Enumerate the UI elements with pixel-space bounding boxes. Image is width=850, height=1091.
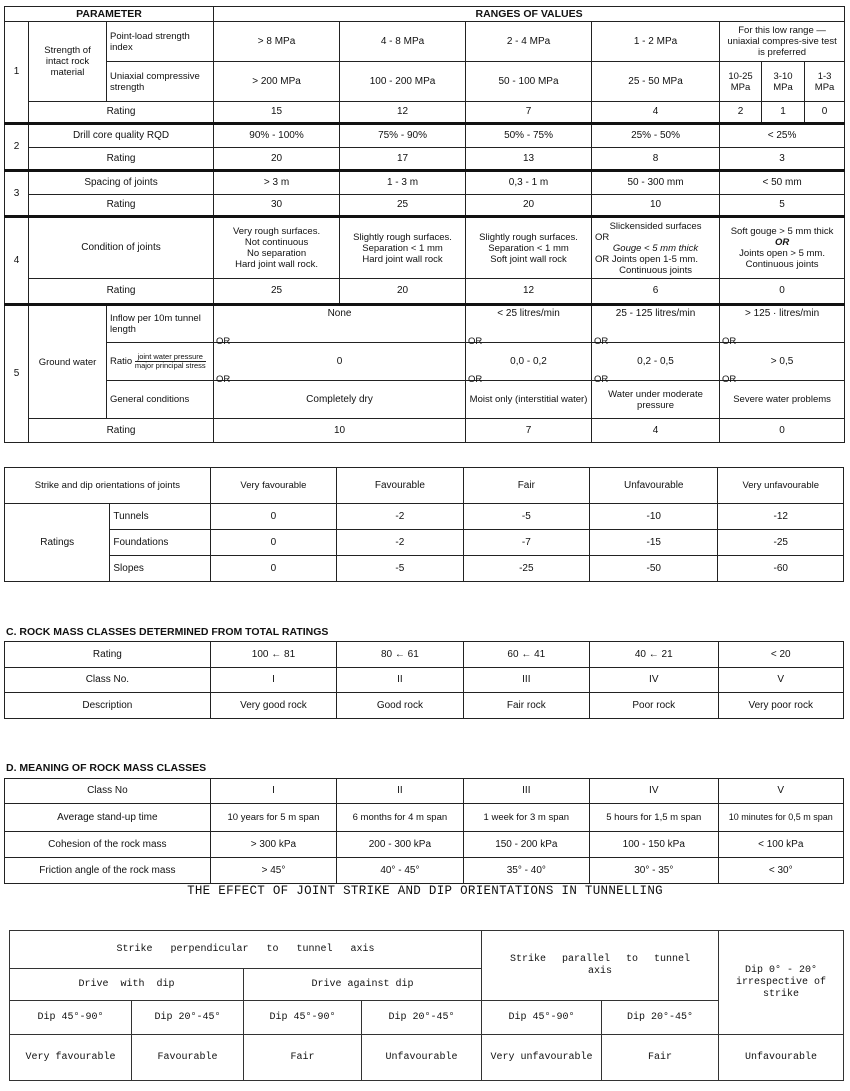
rating-cell: 7 (466, 419, 592, 443)
value-cell: 60 ← 41 (463, 642, 589, 668)
condition-line: Gouge < 5 mm thick (612, 242, 699, 254)
row-label: Rating (5, 642, 211, 668)
rating-cell: 0 (720, 419, 845, 443)
dip-irrespective-header: Dip 0° - 20° irrespective of strike (719, 931, 844, 1035)
rating-cell: 13 (466, 148, 592, 171)
param-number: 4 (5, 217, 29, 305)
value-cell: -50 (590, 556, 718, 582)
dip-cell: Dip 45°-90° (10, 1001, 132, 1035)
column-header: Favourable (337, 468, 463, 504)
value-cell: I (210, 668, 336, 693)
condition-cell (466, 217, 592, 279)
or-label: OR (722, 336, 737, 347)
value-cell: -15 (590, 530, 718, 556)
groundwater-value: < 25 litres/min (497, 308, 560, 319)
value-cell: -60 (718, 556, 844, 582)
strike-parallel-header: Strike parallel to tunnel axis (482, 931, 719, 1001)
condition-cell (214, 217, 340, 279)
value-cell: -2 (337, 504, 463, 530)
dip-cell: Dip 20°-45° (362, 1001, 482, 1035)
value-cell: 100 ← 81 (210, 642, 336, 668)
value-cell: < 25% (720, 124, 845, 148)
condition-cell (592, 217, 720, 279)
or-label: OR (216, 336, 231, 347)
condition-line: Slickensided surfaces (609, 220, 702, 232)
value-cell: V (718, 779, 844, 804)
rating-label: Rating (29, 148, 214, 171)
groundwater-value: Completely dry (306, 393, 373, 405)
groundwater-cell: None (214, 305, 466, 343)
or-label: OR (595, 253, 610, 265)
or-label: OR (774, 237, 790, 248)
rating-cell: 3 (720, 148, 845, 171)
rating-cell: Very unfavourable (482, 1035, 602, 1081)
rating-cell: 30 (214, 195, 340, 217)
param-label: Condition of joints (29, 217, 214, 279)
header-parameter: PARAMETER (5, 7, 214, 22)
groundwater-value: 0 (336, 355, 343, 367)
column-header: Fair (463, 468, 589, 504)
param-label: Strength of intact rock material (29, 22, 107, 102)
rating-cell: 4 (592, 419, 720, 443)
value-cell: 80 ← 61 (337, 642, 463, 668)
value-cell: II (337, 779, 463, 804)
or-label: OR (594, 336, 609, 347)
param-number: 3 (5, 171, 29, 217)
sub-label: Uniaxial compressive strength (107, 62, 214, 102)
ratio-label: Ratio (110, 356, 133, 368)
value-cell: Good rock (337, 693, 463, 719)
value-cell: 50 - 100 MPa (466, 62, 592, 102)
rating-cell: 10 (214, 419, 466, 443)
param-label: Spacing of joints (29, 171, 214, 195)
value-cell: < 100 kPa (718, 832, 844, 858)
section-c-title: C. ROCK MASS CLASSES DETERMINED FROM TOTAL RATINGS (6, 626, 329, 638)
param-number: 1 (5, 22, 29, 124)
or-label: OR (594, 374, 609, 385)
row-label: Foundations (110, 530, 210, 556)
ratio-fraction (135, 353, 206, 370)
value-cell: 10 years for 5 m span (210, 804, 336, 832)
value-cell: < 30° (718, 858, 844, 884)
ratio-numerator: joint water pressure (135, 353, 206, 362)
value-cell: -5 (337, 556, 463, 582)
condition-line: Hard joint wall rock. (235, 259, 318, 270)
rating-cell: 10 (592, 195, 720, 217)
param-number: 2 (5, 124, 29, 171)
rock-mass-classes-table (4, 641, 844, 719)
or-label: OR (216, 374, 231, 385)
value-cell: 75% - 90% (340, 124, 466, 148)
value-cell: 200 - 300 kPa (337, 832, 463, 858)
condition-line: Joints open > 5 mm. (739, 248, 825, 259)
param-number: 5 (5, 305, 29, 443)
dip-cell: Dip 20°-45° (602, 1001, 719, 1035)
rating-cell: 0 (805, 102, 845, 124)
rating-cell: 2 (720, 102, 762, 124)
orientation-header: Strike and dip orientations of joints (5, 468, 211, 504)
param-label: Drill core quality RQD (29, 124, 214, 148)
value-cell: 10 minutes for 0,5 m span (718, 804, 844, 832)
value-cell: 0,3 - 1 m (466, 171, 592, 195)
groundwater-cell (466, 305, 592, 343)
drive-with-dip-header: Drive with dip (10, 969, 244, 1001)
value-cell: IV (590, 668, 718, 693)
value-cell: III (463, 668, 589, 693)
value-cell: 6 months for 4 m span (337, 804, 463, 832)
value-cell: 1 - 3 m (340, 171, 466, 195)
groundwater-cell: 25 - 125 litres/min (592, 305, 720, 343)
value-cell: 0 (210, 530, 336, 556)
groundwater-value: Severe water problems (733, 394, 831, 405)
condition-line: Separation < 1 mm (488, 242, 569, 254)
value-cell: 1-3 MPa (805, 62, 845, 102)
dip-cell: Dip 45°-90° (244, 1001, 362, 1035)
value-cell: 1 week for 3 m span (463, 804, 589, 832)
value-cell: -12 (718, 504, 844, 530)
groundwater-cell (466, 374, 592, 419)
value-cell: > 200 MPa (214, 62, 340, 102)
value-cell: 25% - 50% (592, 124, 720, 148)
value-cell: 35° - 40° (463, 858, 589, 884)
value-cell: 10-25 MPa (720, 62, 762, 102)
groundwater-value: Moist only (interstitial water) (469, 394, 588, 405)
value-cell: 5 hours for 1,5 m span (590, 804, 718, 832)
orientation-ratings-table (4, 467, 844, 582)
groundwater-value: > 0,5 (770, 355, 794, 367)
param-label: Ground water (29, 305, 107, 419)
value-cell: I (210, 779, 336, 804)
value-cell: 1 - 2 MPa (592, 22, 720, 62)
groundwater-cell (592, 336, 720, 381)
condition-cell (720, 217, 845, 279)
condition-line: Soft gouge > 5 mm thick (730, 226, 834, 237)
value-cell: -7 (463, 530, 589, 556)
ratings-label: Ratings (5, 504, 110, 582)
value-cell: 0 (210, 504, 336, 530)
value-cell: 50 - 300 mm (592, 171, 720, 195)
value-cell: 40° - 45° (337, 858, 463, 884)
or-label: OR (722, 374, 737, 385)
value-cell: Fair rock (463, 693, 589, 719)
or-label: OR (468, 374, 483, 385)
row-label: Cohesion of the rock mass (5, 832, 211, 858)
sub-label: Inflow per 10m tunnel length (107, 305, 214, 343)
tunnelling-orientation-table (9, 930, 844, 1081)
dip-cell: Dip 45°-90° (482, 1001, 602, 1035)
condition-cell (340, 217, 466, 279)
value-cell: > 45° (210, 858, 336, 884)
groundwater-value: 0,0 - 0,2 (510, 355, 547, 367)
condition-line: No separation (246, 248, 307, 259)
value-cell: < 50 mm (720, 171, 845, 195)
rating-cell: 15 (214, 102, 340, 124)
rating-cell: Favourable (132, 1035, 244, 1081)
row-label: Slopes (110, 556, 210, 582)
rating-cell: Fair (244, 1035, 362, 1081)
value-cell: -2 (337, 530, 463, 556)
rating-cell: 12 (466, 279, 592, 305)
rating-cell: Very favourable (10, 1035, 132, 1081)
or-label: OR (595, 231, 610, 243)
condition-line: Separation < 1 mm (362, 242, 443, 254)
value-cell: Poor rock (590, 693, 718, 719)
rating-cell: Fair (602, 1035, 719, 1081)
value-cell: 25 - 50 MPa (592, 62, 720, 102)
rating-label: Rating (29, 102, 214, 124)
rating-cell: 17 (340, 148, 466, 171)
rating-cell: 20 (340, 279, 466, 305)
header-ranges: RANGES OF VALUES (214, 7, 845, 22)
value-cell: -10 (590, 504, 718, 530)
dip-cell: Dip 20°-45° (132, 1001, 244, 1035)
value-cell: 150 - 200 kPa (463, 832, 589, 858)
rating-cell: 20 (466, 195, 592, 217)
rmr-parameters-table (4, 6, 845, 443)
or-label: OR (468, 336, 483, 347)
row-label: Tunnels (110, 504, 210, 530)
strike-perpendicular-header: Strike perpendicular to tunnel axis (10, 931, 482, 969)
rating-cell: 0 (720, 279, 845, 305)
rating-cell: 25 (340, 195, 466, 217)
groundwater-cell (720, 336, 845, 381)
value-cell: V (718, 668, 844, 693)
sub-label: General conditions (107, 381, 214, 419)
row-label: Class No. (5, 668, 211, 693)
rating-cell: 5 (720, 195, 845, 217)
value-cell: II (337, 668, 463, 693)
row-label: Class No (5, 779, 211, 804)
condition-line: Joints open 1-5 mm. (611, 253, 698, 265)
rating-cell: 12 (340, 102, 466, 124)
value-cell: 100 - 150 kPa (590, 832, 718, 858)
value-cell: 0 (210, 556, 336, 582)
tunnelling-title: THE EFFECT OF JOINT STRIKE AND DIP ORIENTATIONS IN TUNNELLING (187, 884, 663, 898)
rating-label: Rating (29, 279, 214, 305)
rating-cell: 8 (592, 148, 720, 171)
value-cell: Very poor rock (718, 693, 844, 719)
condition-line: Very rough surfaces. (232, 226, 321, 237)
drive-against-dip-header: Drive against dip (244, 969, 482, 1001)
low-range-note: For this low range — uniaxial compres-sive test is preferred (720, 22, 845, 62)
groundwater-cell (592, 374, 720, 419)
rating-cell: 6 (592, 279, 720, 305)
rock-mass-meaning-table (4, 778, 844, 884)
value-cell: 40 ← 21 (590, 642, 718, 668)
groundwater-value: Water under moderate pressure (608, 388, 703, 411)
value-cell: > 300 kPa (210, 832, 336, 858)
value-cell: 4 - 8 MPa (340, 22, 466, 62)
rating-label: Rating (29, 195, 214, 217)
column-header: Very unfavourable (718, 468, 844, 504)
row-label: Description (5, 693, 211, 719)
value-cell: IV (590, 779, 718, 804)
value-cell: 3-10 MPa (762, 62, 805, 102)
rating-cell: Unfavourable (362, 1035, 482, 1081)
value-cell: > 3 m (214, 171, 340, 195)
rating-cell: 25 (214, 279, 340, 305)
groundwater-value: 0,2 - 0,5 (637, 355, 674, 367)
row-label: Average stand-up time (5, 804, 211, 832)
rating-cell: 1 (762, 102, 805, 124)
sub-label: Point-load strength index (107, 22, 214, 62)
rating-cell: 20 (214, 148, 340, 171)
condition-line: Slightly rough surfaces. (353, 231, 452, 243)
ratio-denominator: major principal stress (134, 361, 206, 370)
condition-line: Continuous joints (745, 259, 819, 270)
value-cell: Very good rock (210, 693, 336, 719)
condition-line: Not continuous (244, 237, 309, 248)
groundwater-cell (214, 374, 466, 419)
condition-line: Soft joint wall rock (490, 253, 567, 265)
value-cell: 30° - 35° (590, 858, 718, 884)
column-header: Very favourable (210, 468, 336, 504)
value-cell: III (463, 779, 589, 804)
condition-line: Slightly rough surfaces. (479, 231, 578, 243)
groundwater-cell (214, 336, 466, 381)
groundwater-cell: > 125 · litres/min (720, 305, 845, 343)
value-cell: -25 (718, 530, 844, 556)
section-d-title: D. MEANING OF ROCK MASS CLASSES (6, 762, 207, 774)
value-cell: -25 (463, 556, 589, 582)
condition-line: Hard joint wall rock (362, 253, 443, 265)
value-cell: < 20 (718, 642, 844, 668)
rating-cell: 7 (466, 102, 592, 124)
value-cell: 50% - 75% (466, 124, 592, 148)
row-label: Friction angle of the rock mass (5, 858, 211, 884)
groundwater-cell (466, 336, 592, 381)
value-cell: 90% - 100% (214, 124, 340, 148)
rating-label: Rating (29, 419, 214, 443)
value-cell: -5 (463, 504, 589, 530)
rating-cell: 4 (592, 102, 720, 124)
value-cell: 100 - 200 MPa (340, 62, 466, 102)
value-cell: > 8 MPa (214, 22, 340, 62)
value-cell: 2 - 4 MPa (466, 22, 592, 62)
condition-line: Continuous joints (619, 264, 692, 276)
groundwater-cell (720, 374, 845, 419)
column-header: Unfavourable (590, 468, 718, 504)
rating-cell: Unfavourable (719, 1035, 844, 1081)
ratio-label-cell (107, 343, 214, 381)
